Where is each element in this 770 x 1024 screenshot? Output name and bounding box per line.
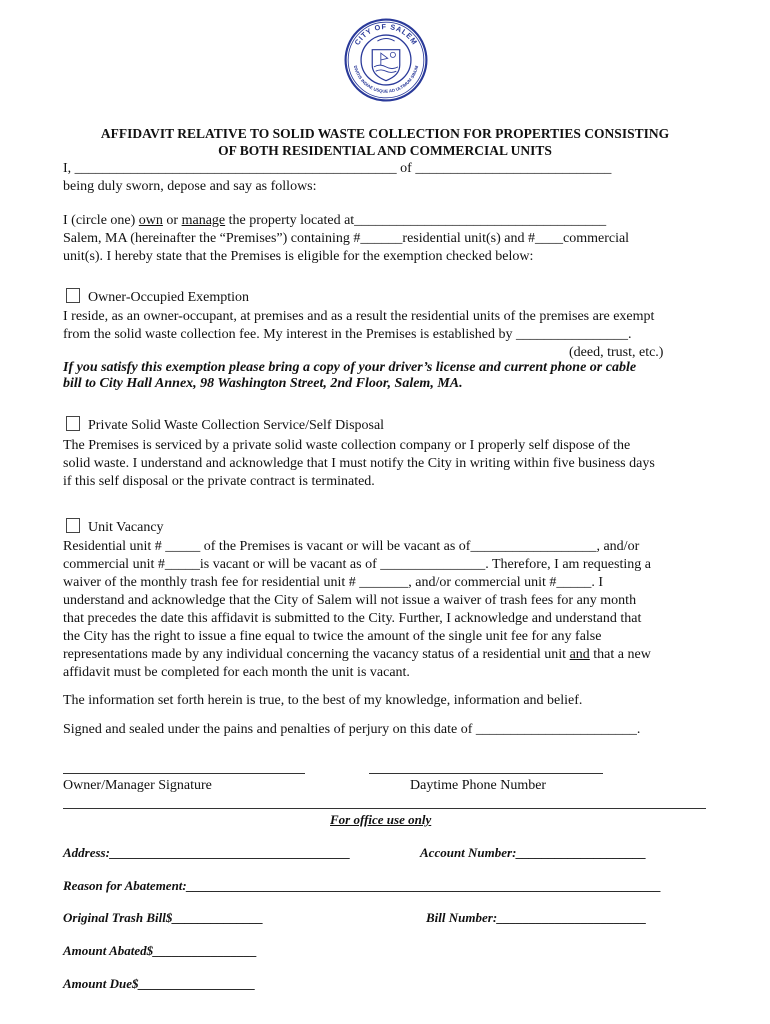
vacancy-text-4: understand and acknowledge that the City of Salem will not issue a waiver of trash fees for any month <box>63 593 637 608</box>
private-collection-text-1: The Premises is serviced by a private solid waste collection company or I properly self dispose of the <box>63 438 631 453</box>
office-account-number-field: Account Number:____________________ <box>420 845 647 860</box>
svg-text:DIVITIS INDIAE USQUE AD ULTIMU: DIVITIS INDIAE USQUE AD ULTIMUM SINUM <box>352 64 420 94</box>
vacancy-text-1: Residential unit # _____ of the Premises is vacant or will be vacant as of__________________, and/or <box>63 539 640 554</box>
private-collection-heading: Private Solid Waste Collection Service/Self Disposal <box>66 416 384 435</box>
unit-vacancy-heading: Unit Vacancy <box>66 518 164 537</box>
form-title-line-2: OF BOTH RESIDENTIAL AND COMMERCIAL UNITS <box>218 143 552 158</box>
premises-line-3: unit(s). I hereby state that the Premises is eligible for the exemption checked below: <box>63 249 534 264</box>
phone-number-label: Daytime Phone Number <box>410 778 547 793</box>
svg-text:CITY OF SALEM: CITY OF SALEM <box>352 21 420 47</box>
affiant-name-line: I, ______________________________________________ of ____________________________ <box>63 161 612 176</box>
vacancy-text-2: commercial unit #_____is vacant or will be vacant as of _______________. Therefore, I am requesting a <box>63 557 651 572</box>
vacancy-text-3: waiver of the monthly trash fee for residential unit # _______, and/or commercial unit #_____. I <box>63 575 604 590</box>
owner-occupied-note-1: If you satisfy this exemption please bring a copy of your driver’s license and current phone or cable <box>63 360 637 375</box>
owner-signature-label: Owner/Manager Signature <box>63 778 212 793</box>
office-original-bill-field: Original Trash Bill$______________ <box>63 910 264 925</box>
unit-vacancy-checkbox[interactable] <box>66 518 80 533</box>
private-collection-text-3: if this self disposal or the private contract is terminated. <box>63 474 375 489</box>
vacancy-text-8: affidavit must be completed for each month the unit is vacant. <box>63 665 410 680</box>
form-title-line-1: AFFIDAVIT RELATIVE TO SOLID WASTE COLLECTION FOR PROPERTIES CONSISTING <box>100 126 670 141</box>
vacancy-text-6: the City has the right to issue a fine equal to twice the amount of the single unit fee for any false <box>63 629 602 644</box>
office-bill-number-field: Bill Number:_______________________ <box>426 910 647 925</box>
city-seal-logo <box>343 17 429 103</box>
office-use-heading: For office use only <box>330 812 432 827</box>
office-amount-due-field: Amount Due$__________________ <box>63 976 256 991</box>
office-amount-abated-field: Amount Abated$________________ <box>63 943 258 958</box>
vacancy-text-7: representations made by any individual concerning the vacancy status of a residential unit and that a new <box>63 647 651 662</box>
private-collection-checkbox[interactable] <box>66 416 80 431</box>
premises-line-1: I (circle one) own or manage the property located at____________________________________ <box>63 213 607 228</box>
truth-statement: The information set forth herein is true, to the best of my knowledge, information and belief. <box>63 693 583 708</box>
interest-type-hint: (deed, trust, etc.) <box>569 345 664 360</box>
owner-signature-line[interactable] <box>63 773 305 774</box>
private-collection-text-2: solid waste. I understand and acknowledge that I must notify the City in writing within five business days <box>63 456 655 471</box>
phone-number-line[interactable] <box>369 773 603 774</box>
office-divider <box>63 808 706 809</box>
owner-occupied-checkbox[interactable] <box>66 288 80 303</box>
office-reason-field: Reason for Abatement:_________________________________________________________________________ <box>63 878 662 893</box>
premises-line-2: Salem, MA (hereinafter the “Premises”) containing #______residential unit(s) and #____commercial <box>63 231 630 246</box>
manage-option: manage <box>181 213 226 228</box>
vacancy-text-5: that precedes the date this affidavit is submitted to the City. Further, I acknowledge and understand that <box>63 611 642 626</box>
owner-occupied-text-1: I reside, as an owner-occupant, at premises and as a result the residential units of the premises are exempt <box>63 309 655 324</box>
owner-occupied-text-2: from the solid waste collection fee. My interest in the Premises is established by ________________. <box>63 327 632 342</box>
own-option: own <box>138 213 163 228</box>
owner-occupied-heading: Owner-Occupied Exemption <box>66 288 249 307</box>
sworn-statement: being duly sworn, depose and say as follows: <box>63 179 317 194</box>
owner-occupied-note-2: bill to City Hall Annex, 98 Washington Street, 2nd Floor, Salem, MA. <box>63 376 463 391</box>
signed-date-line: Signed and sealed under the pains and penalties of perjury on this date of _______________________. <box>63 722 641 737</box>
office-address-field: Address:_____________________________________ <box>63 845 351 860</box>
